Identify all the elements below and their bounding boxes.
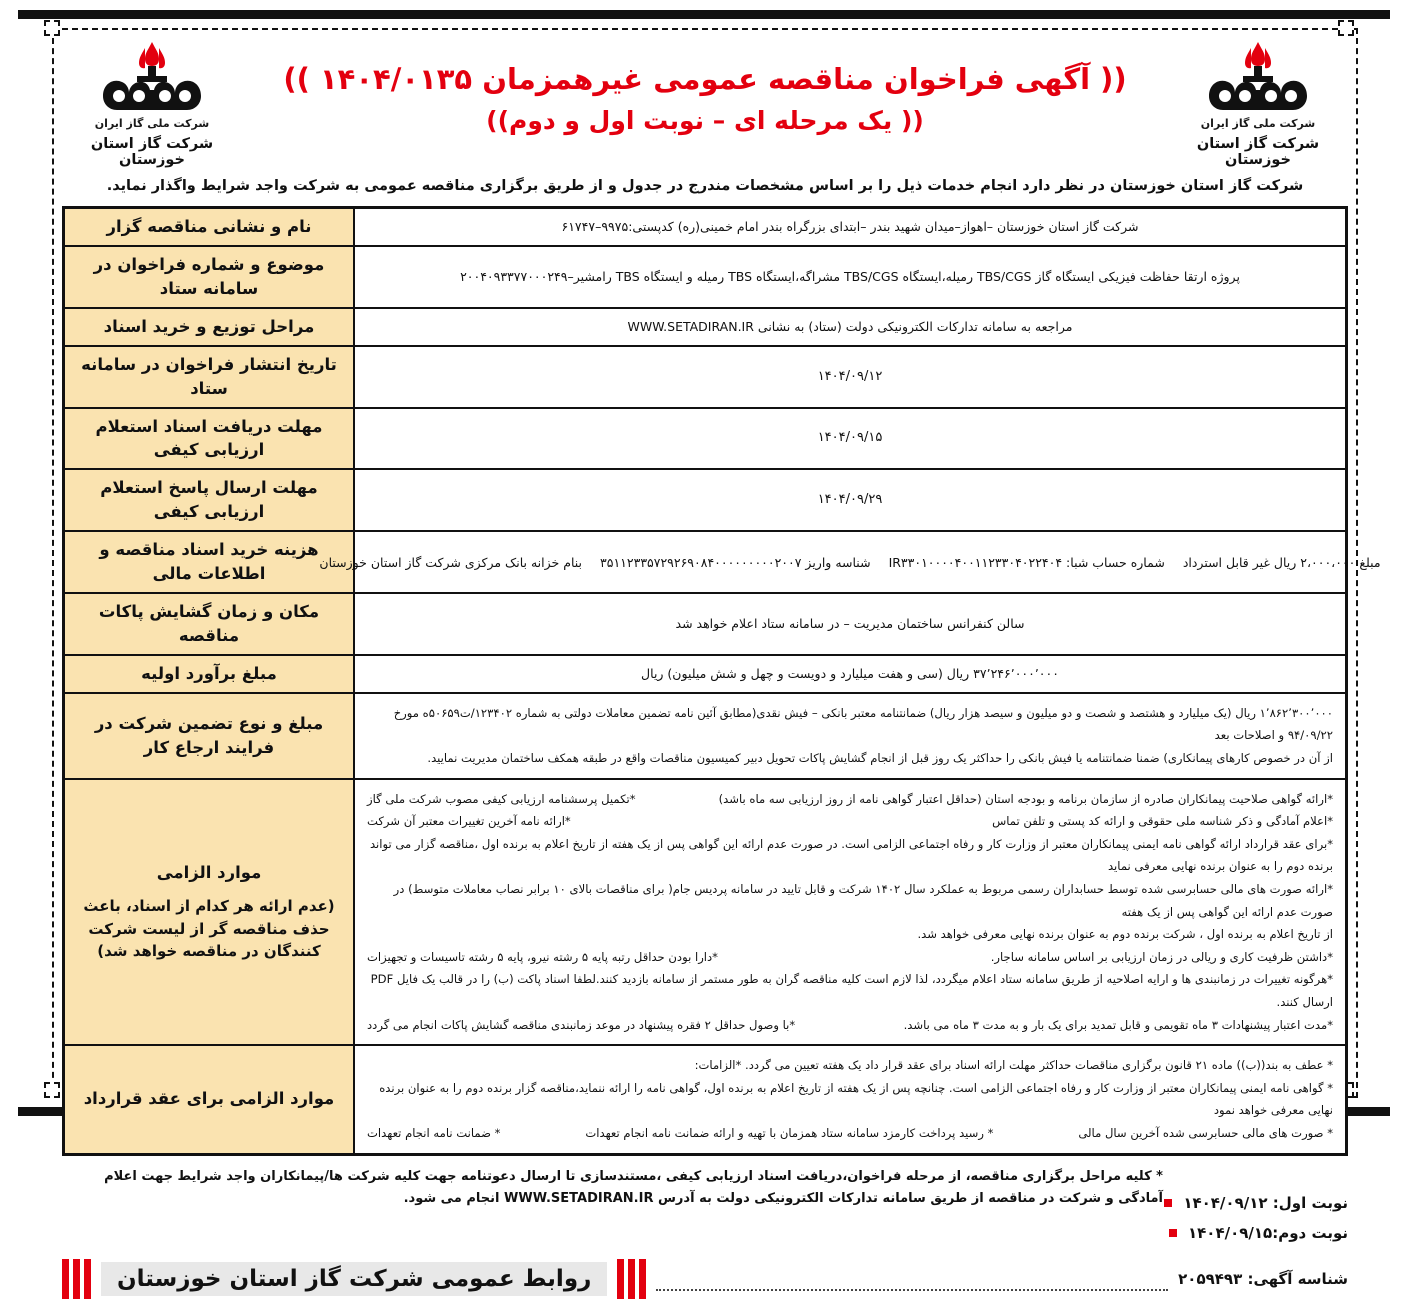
contract-3-left: * صورت های مالی حسابرسی شده آخرین سال مالی [1078, 1125, 1333, 1140]
contract-3-right: * ضمانت نامه انجام تعهدات [367, 1125, 501, 1140]
table-row [64, 693, 1347, 779]
mandatory-4: *ارائه صورت های مالی حسابرسی شده توسط حسابداران رسمی مربوط به عملکرد سال ۱۴۰۲ شرکت و قابل تایید در سامانه پردیس جام( برای مناقصات بالای ۱۰ برابر نصاب معاملات متوسط) در صورت عدم ارائه این گواهی پس از یک هفته [393, 881, 1333, 919]
cell-label-purchase-cost: هزینه خرید اسناد مناقصه و اطلاعات مالی [64, 531, 355, 593]
red-bars-icon-left [617, 1259, 646, 1299]
purchase-cost-amount: مبلغ ۲،۰۰۰،۰۰۰ ریال غیر قابل استرداد [1182, 554, 1381, 570]
table-row [64, 655, 1347, 693]
mandatory-line [367, 946, 1333, 969]
cell-value-opening-place: سالن کنفرانس ساختمان مدیریت – در سامانه ستاد اعلام خواهد شد [354, 593, 1347, 655]
footer-dotted-rule [656, 1267, 1168, 1291]
announcement-id: شناسه آگهی: ۲۰۵۹۴۹۳ [1178, 1270, 1348, 1289]
mandatory-label-sub: (عدم ارائه هر کدام از اسناد، باعث حذف مناقصه گر از لیست شرکت کنندگان در مناقصه خواهد شد) [83, 897, 335, 961]
cell-label-guarantee: مبلغ و نوع تضمین شرکت در فرایند ارجاع کار [64, 693, 355, 779]
turn-second-row [1163, 1220, 1348, 1246]
mandatory-2-left: *اعلام آمادگی و ذکر شناسه ملی حقوقی و ارائه کد پستی و تلفن تماس [992, 814, 1333, 829]
cell-value-contract-requirements [354, 1045, 1347, 1154]
publication-turns [1163, 1166, 1348, 1251]
mandatory-label-title: موارد الزامی [156, 863, 262, 883]
contract-line-1: * عطف به بند((ب)) ماده ۲۱ قانون برگزاری مناقصات حداکثر مهلت ارائه اسناد برای عقد قرار داد یک هفته تعیین می گردد. *الزامات: [694, 1058, 1333, 1073]
table-row [64, 208, 1347, 246]
cell-value-document-distribution: مراجعه به سامانه تدارکات الکترونیکی دولت (ستاد) به نشانی WWW.SETADIRAN.IR [354, 308, 1347, 346]
cell-label-receive-deadline: مهلت دریافت اسناد استعلام ارزیابی کیفی [64, 408, 355, 470]
purchase-cost-deposit-id: شناسه واریز ۳۵۱۱۲۳۳۵۷۲۹۲۶۹۰۸۴۰۰۰۰۰۰۰۰۰۲۰۰۷ [600, 554, 871, 570]
guarantee-line-2: از آن در خصوص کارهای پیمانکاری) ضمنا ضمانتنامه یا فیش بانکی را حداکثر یک روز قبل از انجام گشایش پاکات تحویل دبیر کمیسیون مناقصات واقع در طبقه همکف ساختمان مدیریت نمایید. [427, 751, 1333, 766]
logo-caption-khuzestan: شرکت گاز استان خوزستان [90, 136, 214, 168]
corner-mark-top-left [44, 20, 60, 36]
footer-note-text: * کلیه مراحل برگزاری مناقصه، از مرحله فراخوان،دریافت اسناد ارزیابی کیفی ،مستندسازی تا ارسال دعوتنامه جهت کلیه شرکت ها/پیمانکاران واجد شرایط جهت اعلام آمادگی و شرکت در مناقصه از طریق سامانه تدارکات الکترونیکی دولت به آدرس WWW.SETADIRAN.IR انجام می شود. [104, 1168, 1163, 1207]
table-row [64, 779, 1347, 1046]
tender-details-table [62, 206, 1381, 1156]
cell-value-employer-address: شرکت گاز استان خوزستان –اهواز–میدان شهید بندر –ابتدای بزرگراه بندر امام خمینی(ره) کدپستی:۹۹۷۵–۶۱۷۴۷ [354, 208, 1347, 246]
mandatory-3: *برای عقد قرارداد ارائه گواهی نامه ایمنی پیمانکاران معتبر از وزارت کار و رفاه اجتماعی الزامی است. در صورت عدم ارائه این گواهی پس از یک هفته از تاریخ اعلام به برنده اول ،مناقصه گزار می تواند برنده دوم را به عنوان برنده نهایی معرفی نماید [369, 836, 1333, 874]
title-block [242, 34, 1168, 138]
logo-right-nigc [1168, 34, 1348, 168]
logo-caption-khuzestan: شرکت گاز استان خوزستان [1196, 136, 1320, 168]
cell-value-estimated-amount: ۳۷٬۲۴۶٬۰۰۰٬۰۰۰ ریال (سی و هفت میلیارد و دویست و چهل و شش میلیون) ریال [354, 655, 1347, 693]
mandatory-line [367, 788, 1333, 811]
page-title: (( آگهی فراخوان مناقصه عمومی غیرهمزمان ۱۴۰۴/۰۱۳۵ )) [283, 62, 1127, 96]
cell-value-publish-date: ۱۴۰۴/۰۹/۱۲ [354, 346, 1347, 408]
table-row [64, 346, 1347, 408]
purchase-cost-bank-holder: بنام خزانه بانک مرکزی شرکت گاز استان خوزستان [319, 554, 583, 570]
turn-first-label: نوبت اول: ۱۴۰۴/۰۹/۱۲ [1183, 1193, 1348, 1212]
intro-paragraph: شرکت گاز استان خوزستان در نظر دارد انجام خدمات ذیل را بر اساس مشخصات مندرج در جدول و از طریق برگزاری مناقصه عمومی به شرکت واجد شرایط واگذار نماید. [106, 178, 1304, 194]
cell-label-contract-requirements: موارد الزامی برای عقد قرارداد [64, 1045, 355, 1154]
cell-value-receive-deadline: ۱۴۰۴/۰۹/۱۵ [354, 408, 1347, 470]
mandatory-6-right: *دارا بودن حداقل رتبه پایه ۵ رشته نیرو، پایه ۵ رشته تاسیسات و تجهیزات [367, 949, 718, 964]
contract-3-mid: * رسید پرداخت کارمزد سامانه ستاد همزمان با تهیه و ارائه ضمانت نامه انجام تعهدات [585, 1125, 994, 1140]
page-subtitle: (( یک مرحله ای – نوبت اول و دوم)) [486, 106, 924, 136]
turn-first-row [1163, 1190, 1348, 1216]
guarantee-line-1: ۱٬۸۶۲٬۳۰۰٬۰۰۰ ریال (یک میلیارد و هشتصد و شصت و دو میلیون و سیصد هزار ریال) ضمانتنامه معتبر بانکی – فیش نقدی(مطابق آئین نامه تضمین معاملات دولتی به شماره ۱۲۳۴۰۲/ت۵۰۶۵۹ه مورخ ۹۴/۰۹/۲۲ و اصلاحات بعد [393, 705, 1333, 743]
cell-value-mandatory-items [354, 779, 1347, 1046]
mandatory-line [367, 810, 1333, 833]
red-bars-icon-right [62, 1259, 91, 1299]
mandatory-2-right: *ارائه نامه آخرین تغییرات معتبر آن شرکت [367, 814, 571, 829]
cell-label-opening-place: مکان و زمان گشایش پاکات مناقصه [64, 593, 355, 655]
mandatory-8-right: *با وصول حداقل ۲ فقره پیشنهاد در موعد زمانبندی مناقصه گشایش پاکات انجام می گردد [367, 1017, 796, 1032]
purchase-cost-iban: شماره حساب شبا: IR۳۳۰۱۰۰۰۰۴۰۰۱۱۲۳۳۰۴۰۲۲۴۰۴ [888, 554, 1165, 570]
turn-second-label: نوبت دوم:۱۴۰۴/۰۹/۱۵ [1188, 1223, 1348, 1242]
document-header [62, 34, 1348, 174]
table-row [64, 1045, 1347, 1154]
footer-note-block [62, 1166, 1348, 1251]
table-row [64, 408, 1347, 470]
table-row [64, 308, 1347, 346]
document-content [62, 34, 1381, 1302]
mandatory-6-left: *داشتن ظرفیت کاری و ریالی در زمان ارزیابی بر اساس سامانه ساجار. [990, 949, 1333, 964]
logo-caption-nigc: شرکت ملی گاز ایران [94, 117, 210, 130]
mandatory-7: *هرگونه تغییرات در زمانبندی ها و ارایه اصلاحیه از طریق سامانه ستاد اعلام میگردد، لذا لازم است کلیه مناقصه گران به طور مستمر از سامانه بازدید کنند.لطفا اسناد پاکت (ب) را در قالب یک فایل PDF ارسال کنند. [370, 972, 1333, 1009]
cell-label-publish-date: تاریخ انتشار فراخوان در سامانه ستاد [64, 346, 355, 408]
logo-left-nigc [62, 34, 242, 168]
cell-value-guarantee [354, 693, 1347, 779]
cell-value-submit-deadline: ۱۴۰۴/۰۹/۲۹ [354, 469, 1347, 531]
contract-line [367, 1122, 1333, 1145]
bullet-square-icon [1164, 1199, 1172, 1207]
public-relations-block [62, 1259, 646, 1299]
mandatory-line [367, 1014, 1333, 1037]
table-row [64, 469, 1347, 531]
cell-value-purchase-cost [319, 531, 1381, 593]
mandatory-1-left: *ارائه گواهی صلاحیت پیمانکاران صادره از سازمان برنامه و بودجه استان (حداقل اعتبار گواهی نامه از روز ارزیابی سه ماه باشد) [718, 791, 1333, 806]
public-relations-label: روابط عمومی شرکت گاز استان خوزستان [101, 1262, 607, 1296]
mandatory-5: از تاریخ اعلام به برنده اول ، شرکت برنده دوم به عنوان برنده نهایی معرفی خواهد شد. [917, 927, 1333, 942]
purchase-cost-line [319, 552, 1381, 573]
contract-line-2: * گواهی نامه ایمنی پیمانکاران معتبر از وزارت کار و رفاه اجتماعی الزامی است. چنانچه پس از یک هفته از تاریخ اعلام به برنده اول، گواهی نامه را ارائه ننماید،مناقصه گزار برنده دوم را به عنوان برنده نهایی معرفی خواهد نمود [379, 1080, 1333, 1118]
cell-label-estimated-amount: مبلغ برآورد اولیه [64, 655, 355, 693]
cell-label-submit-deadline: مهلت ارسال پاسخ استعلام ارزیابی کیفی [64, 469, 355, 531]
bullet-square-icon [1169, 1229, 1177, 1237]
table-row [64, 531, 1347, 593]
corner-mark-bottom-left [44, 1082, 60, 1098]
table-row [64, 246, 1347, 308]
mandatory-8-left: *مدت اعتبار پیشنهادات ۳ ماه تقویمی و قابل تمدید برای یک بار و به مدت ۳ ماه می باشد. [903, 1017, 1333, 1032]
mandatory-1-right: *تکمیل پرسشنامه ارزیابی کیفی مصوب شرکت ملی گاز [367, 791, 636, 806]
nigc-flame-logo-icon [93, 40, 211, 116]
nigc-flame-logo-icon [1199, 40, 1317, 116]
cell-label-subject-and-number: موضوع و شماره فراخوان در سامانه ستاد [64, 246, 355, 308]
cell-label-mandatory-items [64, 779, 355, 1046]
cell-label-document-distribution: مراحل توزیع و خرید اسناد [64, 308, 355, 346]
table-row [64, 593, 1347, 655]
logo-caption-nigc: شرکت ملی گاز ایران [1200, 117, 1316, 130]
cell-value-subject-and-number: پروژه ارتقا حفاظت فیزیکی ایستگاه گاز TBS/CGS رمیله،ایستگاه TBS/CGS مشراگه،ایستگاه TBS رمیله و ایستگاه TBS رامشیر–۲۰۰۴۰۹۳۳۷۷۰۰۰۲۴۹ [354, 246, 1347, 308]
cell-label-employer-address: نام و نشانی مناقصه گزار [64, 208, 355, 246]
footer-bar [62, 1256, 1348, 1302]
